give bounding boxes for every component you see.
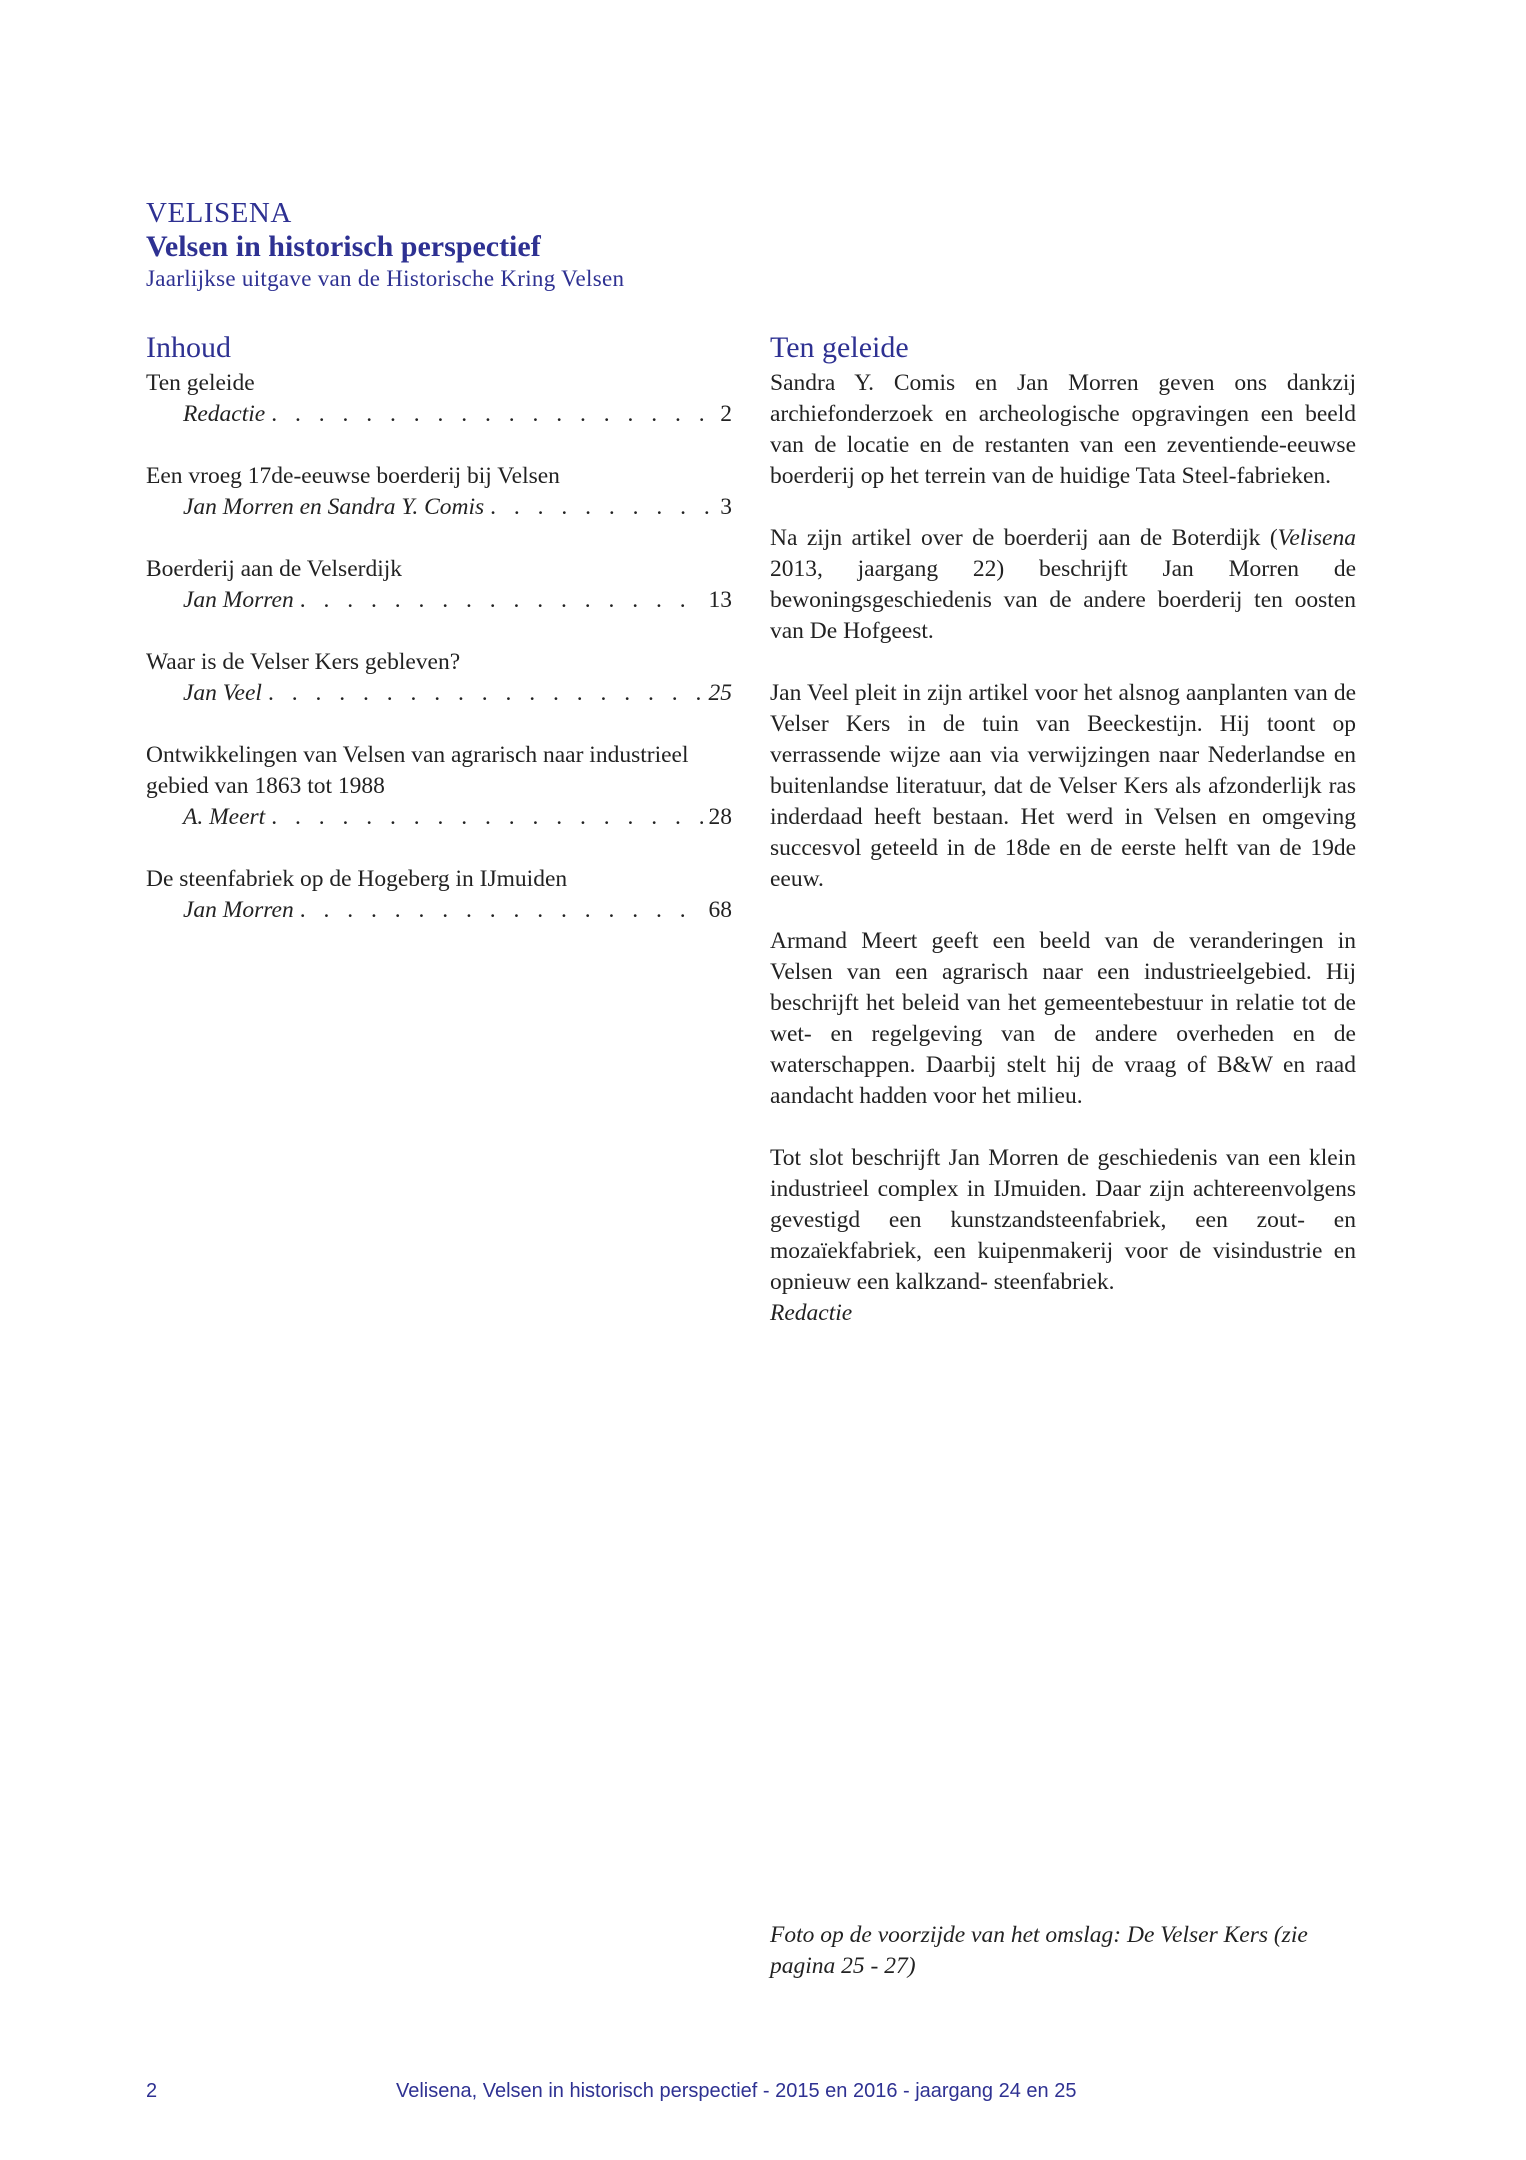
paragraph-text: 2013, jaargang 22) beschrijft Jan Morren de bewoningsgeschiedenis van de andere boerderij ten oosten van De Hofgeest. [770, 556, 1356, 644]
toc-entry-author: A. Meert [183, 804, 266, 830]
toc-entry-line [146, 492, 732, 523]
masthead [146, 196, 846, 294]
introduction [770, 328, 1356, 1329]
toc-entry[interactable] [146, 368, 732, 430]
toc-entry-line [146, 678, 732, 709]
toc-entry[interactable] [146, 554, 732, 616]
running-footer: Velisena, Velsen in historisch perspectief - 2015 en 2016 - jaargang 24 en 25 [396, 2080, 1077, 2102]
toc-entry-line [146, 399, 732, 430]
toc-entry-title: Ontwikkelingen van Velsen van agrarisch naar industrieel gebied van 1863 tot 1988 [146, 742, 689, 799]
intro-paragraph: Tot slot beschrijft Jan Morren de geschiedenis van een klein industrieel complex in IJmuiden. Daar zijn achtereenvolgens gevestigd een kunstzandsteenfabriek, een zout- en mozaïekfabriek, een kuipenmakerij voor de visindustrie en opnieuw een kalkzand- steenfabriek. [770, 1145, 1356, 1295]
toc-entry-title: Ten geleide [146, 370, 255, 396]
toc-entry-page: 2 [720, 401, 732, 427]
journal-subtitle: Jaarlijkse uitgave van de Historische Kring Velsen [146, 266, 625, 291]
dot-leader [300, 585, 703, 616]
toc-entry-title: Een vroeg 17de-eeuwse boerderij bij Velsen [146, 463, 560, 489]
toc-entry-line [146, 802, 732, 833]
toc-entry[interactable] [146, 740, 732, 833]
intro-paragraph: Jan Veel pleit in zijn artikel voor het alsnog aanplanten van de Velser Kers in de tuin van Beeckestijn. Hij toont op verrassende wijze aan via verwijzingen naar Nederlandse en buitenlandse literatuur, dat de Velser Kers als afzonderlijk ras inderdaad heeft bestaan. Het werd in Velsen en omgeving succesvol geteeld in de 18de en de eerste helft van de 19de eeuw. [770, 680, 1356, 892]
toc-entry-author: Jan Morren en Sandra Y. Comis [183, 494, 485, 520]
toc-entry-author: Jan Morren [183, 897, 294, 923]
toc-entry-title: Boerderij aan de Velserdijk [146, 556, 403, 582]
intro-paragraph [770, 523, 1356, 647]
intro-paragraph: Armand Meert geeft een beeld van de veranderingen in Velsen van een agrarisch naar een industrieelgebied. Hij beschrijft het beleid van het gemeentebestuur in relatie tot de wet- en regelgeving van de andere overheden en de waterschappen. Daarbij stelt hij de vraag of B&W en raad aandacht hadden voor het milieu. [770, 928, 1356, 1109]
toc-entry-page: 3 [720, 494, 732, 520]
toc-entry-page: 28 [708, 804, 732, 830]
intro-heading: Ten geleide [770, 331, 909, 364]
paragraph-text: Na zijn artikel over de boerderij aan de Boterdijk ( [770, 525, 1278, 551]
toc-entry-author: Jan Morren [183, 587, 294, 613]
journal-name: VELISENA [146, 197, 292, 229]
intro-signature: Redactie [770, 1300, 853, 1326]
dot-leader [300, 895, 703, 926]
intro-paragraph: Sandra Y. Comis en Jan Morren geven ons dankzij archiefonderzoek en archeologische opgravingen een beeld van de locatie en de restanten van een zeventiende-eeuwse boerderij op het terrein van de huidige Tata Steel-fabrieken. [770, 370, 1356, 489]
journal-title: Velsen in historisch perspectief [146, 230, 541, 263]
journal-reference: Velisena [1277, 525, 1356, 551]
dot-leader [490, 492, 714, 523]
toc-entry-page: 13 [708, 587, 732, 613]
toc-entry-line [146, 895, 732, 926]
cover-photo-caption: Foto op de voorzijde van het omslag: De Velser Kers (zie pagina 25 - 27) [770, 1922, 1308, 1979]
dot-leader [271, 399, 714, 430]
toc-entry[interactable] [146, 647, 732, 709]
toc-entry-line [146, 585, 732, 616]
toc-entry-author: Redactie [183, 401, 266, 427]
toc-entry-title: Waar is de Velser Kers gebleven? [146, 649, 461, 675]
dot-leader [268, 678, 703, 709]
table-of-contents [146, 328, 732, 957]
toc-entry-page: 68 [708, 897, 732, 923]
toc-entry-title: De steenfabriek op de Hogeberg in IJmuiden [146, 866, 568, 892]
dot-leader [271, 802, 702, 833]
toc-entry-page: 25 [708, 680, 732, 706]
toc-entry[interactable] [146, 461, 732, 523]
toc-heading: Inhoud [146, 331, 231, 364]
toc-entry-author: Jan Veel [183, 680, 262, 706]
page-number: 2 [146, 2080, 158, 2102]
toc-entry[interactable] [146, 864, 732, 926]
